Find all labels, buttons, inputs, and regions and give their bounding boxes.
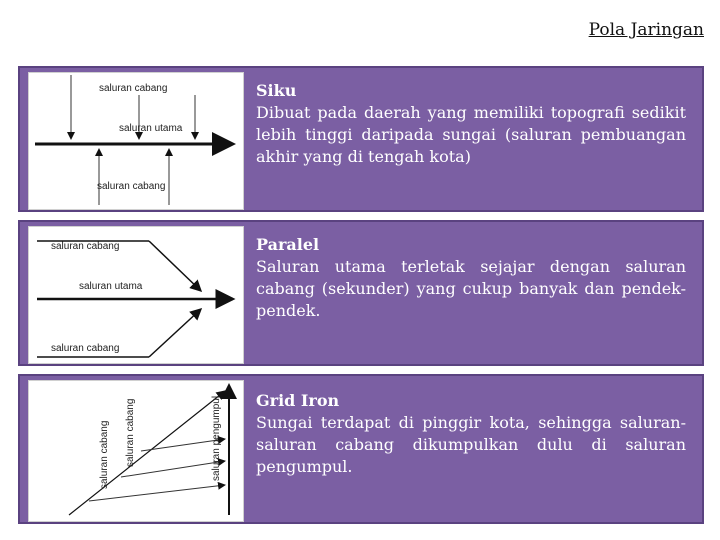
siku-text [256,80,686,168]
paralel-text [256,234,686,322]
grid-iron-text [256,390,686,478]
section-siku [18,66,704,212]
siku-diagram-svg [29,73,243,209]
section-paralel [18,220,704,366]
paralel-label-top: saluran cabang [51,241,120,252]
paralel-diagram-svg [29,227,243,363]
siku-label-bottom: saluran cabang [97,181,166,192]
grid-iron-body: Sungai terdapat di pinggir kota, sehingga saluran-saluran cabang dikumpulkan dulu di saluran pengumpul. [256,413,686,476]
page-title: Pola Jaringan [588,20,704,40]
siku-body: Dibuat pada daerah yang memiliki topografi sedikit lebih tinggi daripada sungai (saluran pembuangan akhir yang di tengah kota) [256,103,686,166]
paralel-diagram [28,226,244,364]
grid-iron-diagram [28,380,244,522]
siku-label-main: saluran utama [119,123,183,134]
section-grid-iron [18,374,704,524]
grid-iron-diagram-svg [29,381,243,521]
paralel-label-main: saluran utama [79,281,143,292]
siku-heading: Siku [256,81,297,100]
grid-iron-main-diagonal [69,391,225,515]
paralel-branch-top-bend [149,241,201,291]
paralel-body: Saluran utama terletak sejajar dengan saluran cabang (sekunder) yang cukup banyak dan pendek-pendek. [256,257,686,320]
paralel-label-bottom: saluran cabang [51,343,120,354]
siku-diagram [28,72,244,210]
paralel-branch-bottom-bend [149,309,201,357]
grid-iron-heading: Grid Iron [256,391,340,410]
grid-iron-branch-2 [121,461,225,477]
grid-iron-label-cabang-1: saluran cabang [125,398,136,467]
grid-iron-label-pengumpul: saluran pengumpul [211,395,222,481]
paralel-heading: Paralel [256,235,320,254]
siku-label-top: saluran cabang [99,83,168,94]
grid-iron-label-cabang-2: saluran cabang [99,420,110,489]
